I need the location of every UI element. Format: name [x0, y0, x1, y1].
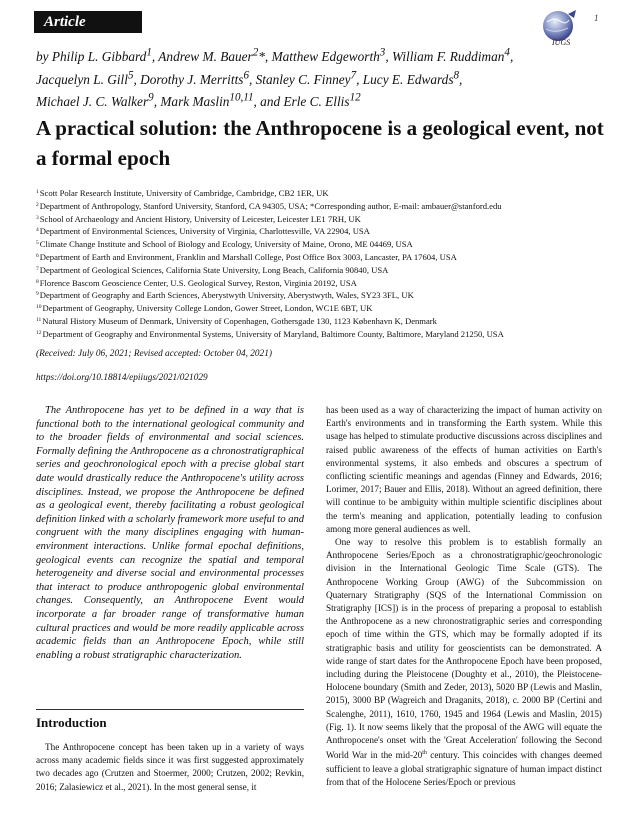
author: Erle C. Ellis$^{12}$: [283, 91, 361, 110]
article-badge: Article: [34, 11, 142, 33]
logo-label: IUGS: [552, 38, 571, 47]
by-label: by: [36, 49, 52, 65]
affiliation: $^2$Department of Anthropology, Stanford University, Stanford, CA 94305, USA; *Corresponding author, E-mail: ambauer@stanford.edu: [36, 200, 502, 211]
author: Matthew Edgeworth$^3$,: [271, 47, 392, 65]
affiliation: $^4$Department of Environmental Sciences, University of Virginia, Charlottesville, VA 22904, USA: [36, 226, 370, 237]
intro-paragraph: The Anthropocene concept has been taken up in a variety of ways across many academic fields since it was first suggested approximately two decades ago (Crutzen and Stoermer, 2000; Crutzen, 2002; Revkin, 2016; Zalasiewicz et al., 2021). In the most general sense, it: [36, 742, 304, 792]
author: Michael J. C. Walker$^9$,: [36, 91, 161, 110]
affiliation: $^5$Climate Change Institute and School of Biology and Ecology, University of Maine, Orono, ME 04469, USA: [36, 239, 413, 250]
section-heading-introduction: Introduction: [36, 709, 304, 731]
author: Jacquelyn L. Gill$^5$,: [36, 69, 141, 87]
author: Andrew M. Bauer$^2$*,: [158, 47, 272, 65]
affiliation: $^{11}$Natural History Museum of Denmark, University of Copenhagen, Gothersgade 130, 1123 København K, Denmark: [36, 315, 437, 326]
received-dates: (Received: July 06, 2021; Revised accepted: October 04, 2021): [36, 349, 272, 359]
affiliation: $^8$Florence Bascom Geoscience Center, U.S. Geological Survey, Reston, Virginia 20192, USA: [36, 277, 357, 288]
author-list: [36, 44, 556, 111]
author: Stanley C. Finney$^7$,: [255, 69, 363, 87]
doi-link[interactable]: https://doi.org/10.18814/epiiugs/2021/021029: [36, 373, 208, 383]
page-number: 1: [594, 13, 599, 23]
affiliation: $^9$Department of Geography and Earth Sciences, Aberystwyth University, Aberystwyth, Wales, SY23 3FL, UK: [36, 290, 414, 301]
affiliation: $^{12}$Department of Geography and Environmental Systems, University of Maryland, Baltimore County, Baltimore, Maryland 21250, USA: [36, 328, 504, 339]
affiliation: $^{10}$Department of Geography, University College London, Gower Street, London, WC1E 6BT, UK: [36, 303, 373, 314]
abstract: The Anthropocene has yet to be defined in a way that is functional both to the international geological community and to the broader fields of environmental and social sciences. Formally defining the Anthropocene as a chronostratigraphical series and geochronological epoch with a precise global start date would drastically reduce the Anthropocene's utility across disciplines. Instead, we propose the Anthropocene be defined as a geological event, thereby facilitating a robust geological definition linked with a scholarly framework more useful to and congruent with the many disciplines engaging with human-environment interactions. Unlike formal epochal definitions, geological events can recognize the spatial and temporal heterogeneity and diverse social and environmental processes that interact to produce anthropogenic global environmental changes. Consequently, an Anthropocene Event would incorporate a far broader range of transformative human cultural practices and would be more readily applicable across academic fields than an Anthropocene Epoch, while still enabling a robust stratigraphic characterization.: [36, 405, 304, 661]
body-paragraph: One way to resolve this problem is to establish formally an Anthropocene Series/Epoch as a chronostratigraphic/geochronologic division in the International Geologic Time Scale (GTS). The Anthropocene Working Group (AWG) of the Subcommission on Quaternary Stratigraphy (SQS of the International Commission on Stratigraphy [ICS]) is in the process of preparing a proposal to establish the Anthropocene as a new chronostratigraphic series and corresponding epoch of time within the GTS, which may be formally adopted if its stratigraphic basis and utility for geoscientists can be demonstrated. A wide range of start dates for the Anthropocene Epoch have been proposed, including during the Pleistocene (Doughty et al., 2010), the Pleistocene-Holocene boundary (Smith and Zeder, 2013), 5020 BP (Lewis and Maslin, 2015), 3000 BP (Wagreich and Draganits, 2018), c. 2000 BP (Certini and Scalenghe, 2011), 1610, 1760, 1945 and 1964 (Lewis and Maslin, 2015) (Fig. 1). It now seems likely that the proposal of the AWG will equate the Anthropocene's onset with the 'Great Acceleration' following the Second World War in the mid-20th century. This coincides with changes deemed sufficient to leave a global stratigraphic signature of human impact distinct from that of the Holocene Series/Epoch or previous: [326, 537, 602, 787]
author: Lucy E. Edwards$^8$,: [362, 69, 463, 87]
body-paragraph: has been used as a way of characterizing the impact of human activity on Earth's environments and in transforming the Earth system. While this usage has helped to stimulate productive discussions across disciplines and raised public awareness of the effects of human activities on Earth's environmental systems, it also embeds and obscures a spectrum of conflicting scientific meanings and agendas (Finney and Edwards, 2016; Lorimer, 2017; Bauer and Ellis, 2018). Without an agreed definition, there will continue to be ambiguity within multiple scientific disciplines about the term's meaning and application, potentially leading to confusion among more general audiences as well.: [326, 405, 602, 534]
affiliation-list: [36, 187, 606, 341]
paper-title: A practical solution: the Anthropocene is a geological event, not a formal epoch: [36, 116, 604, 170]
author: Dorothy J. Merritts$^6$,: [140, 69, 256, 87]
author: by Philip L. Gibbard$^1$,: [36, 47, 159, 65]
affiliation: $^3$School of Archaeology and Ancient History, University of Leicester, Leicester LE1 7RH, UK: [36, 213, 361, 224]
affiliation: $^6$Department of Earth and Environment, Franklin and Marshall College, Post Office Box 3003, Lancaster, PA 17604, USA: [36, 251, 457, 262]
author: Mark Maslin$^{10,11}$, and: [160, 91, 284, 110]
affiliation: $^7$Department of Geological Sciences, California State University, Long Beach, California 90840, USA: [36, 264, 389, 275]
affiliation: $^1$Scott Polar Research Institute, University of Cambridge, Cambridge, CB2 1ER, UK: [36, 188, 329, 198]
body-column-right: [326, 404, 602, 789]
author: William F. Ruddiman$^4$,: [392, 47, 514, 65]
